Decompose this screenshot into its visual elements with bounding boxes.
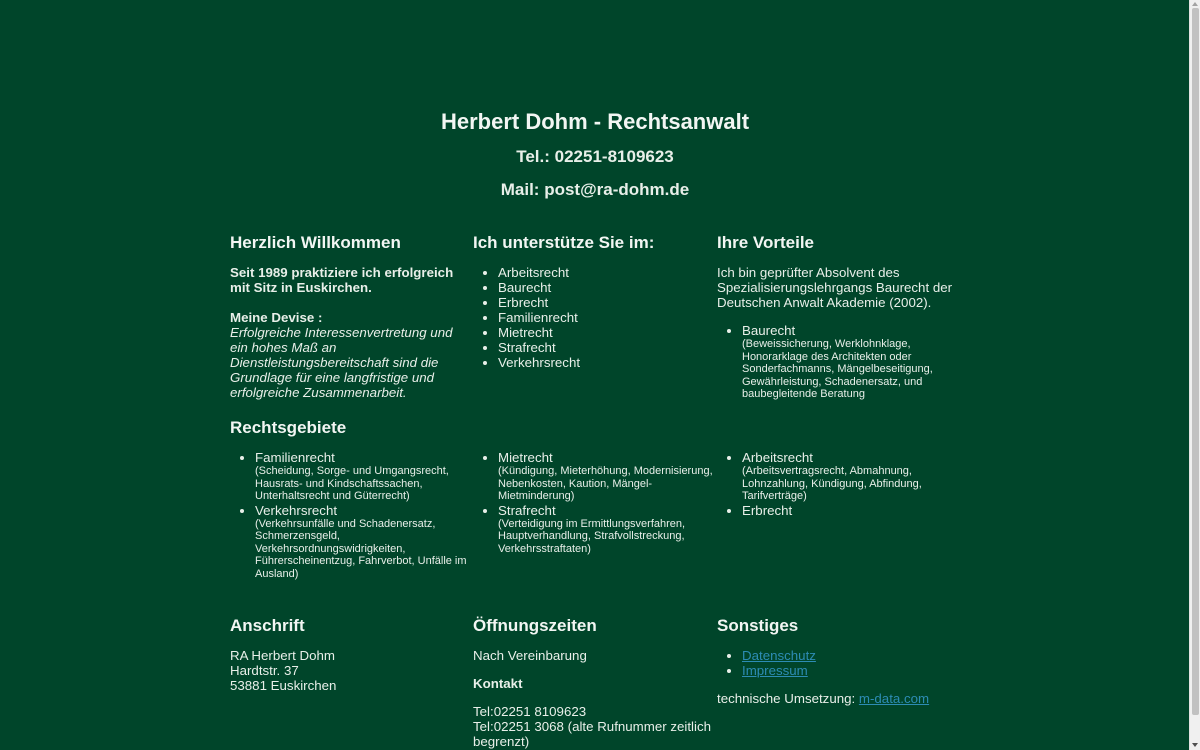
areas-list <box>717 450 967 518</box>
motto-text: Erfolgreiche Interessenvertretung und ein hohes Maß an Dienstleistungsbereitschaft sind die Grundlage für eine langfristige und erfolgreiche Zusammenarbeit. <box>230 325 453 400</box>
advantages-list <box>717 323 967 401</box>
scrollbar-thumb[interactable] <box>1192 8 1199 715</box>
support-section <box>473 233 711 370</box>
header <box>0 109 1190 200</box>
areas-heading: Rechtsgebiete <box>230 418 347 437</box>
support-list <box>473 265 711 370</box>
areas-list <box>473 450 718 555</box>
scroll-up-arrow-icon[interactable] <box>1192 2 1198 6</box>
list-item: • Verkehrsrecht <box>498 355 711 370</box>
contact-label: Kontakt <box>473 676 523 691</box>
areas-col-1 <box>230 450 475 580</box>
list-item <box>255 503 475 581</box>
address-section <box>230 616 468 693</box>
areas-col-3 <box>717 450 967 518</box>
misc-heading: Sonstiges <box>717 616 799 635</box>
address-line: 53881 Euskirchen <box>230 678 337 693</box>
motto-label: Meine Devise : <box>230 310 323 325</box>
item-detail: (Kündigung, Mieterhöhung, Modernisierung, Nebenkosten, Kaution, Mängel-Mietminderung) <box>498 465 713 502</box>
header-email: Mail: post@ra-dohm.de <box>500 180 690 199</box>
item-title: Baurecht <box>742 323 796 338</box>
contact-phone-old: Tel:02251 3068 (alte Rufnummer zeitlich begrenzt) <box>473 719 711 749</box>
welcome-intro: Seit 1989 praktiziere ich erfolgreich mit Sitz in Euskirchen. <box>230 265 454 295</box>
hours-text: Nach Vereinbarung <box>473 648 587 663</box>
tech-link[interactable]: m-data.com <box>858 691 930 706</box>
page-title: Herbert Dohm - Rechtsanwalt <box>440 109 750 134</box>
address-line: Hardtstr. 37 <box>230 663 299 678</box>
privacy-link[interactable]: Datenschutz <box>742 648 816 663</box>
address-heading: Anschrift <box>230 616 305 635</box>
list-item <box>498 450 718 503</box>
list-item: • Arbeitsrecht <box>498 265 711 280</box>
vertical-scrollbar[interactable] <box>1189 0 1200 750</box>
hours-section <box>473 616 718 749</box>
scroll-down-arrow-icon[interactable] <box>1192 743 1198 747</box>
list-item <box>742 323 967 401</box>
list-item: • Familienrecht <box>498 310 711 325</box>
item-detail: (Arbeitsvertragsrecht, Abmahnung, Lohnzahlung, Kündigung, Abfindung, Tarifverträge) <box>742 465 922 502</box>
tech-credit <box>717 691 967 706</box>
list-item <box>742 450 967 503</box>
misc-links <box>717 648 967 678</box>
misc-section <box>717 616 967 706</box>
list-item <box>498 503 718 556</box>
advantages-section <box>717 233 967 401</box>
item-detail: (Scheidung, Sorge- und Umgangsrecht, Hausrats- und Kindschaftssachen, Unterhaltsrecht und Güterrecht) <box>255 465 449 502</box>
list-item: • Mietrecht <box>498 325 711 340</box>
header-phone: Tel.: 02251-8109623 <box>516 147 674 166</box>
item-title: Mietrecht <box>498 450 553 465</box>
list-item <box>255 450 475 503</box>
item-title: Verkehrsrecht <box>255 502 338 518</box>
areas-col-2 <box>473 450 718 555</box>
welcome-heading: Herzlich Willkommen <box>230 233 401 252</box>
address-line: RA Herbert Dohm <box>230 648 335 663</box>
list-item: • Erbrecht <box>498 295 711 310</box>
advantages-heading: Ihre Vorteile <box>717 233 814 252</box>
advantages-text: Ich bin geprüfter Absolvent des Spezialisierungslehrgangs Baurecht der Deutschen Anwalt Akademie (2002). <box>717 265 953 310</box>
support-heading: Ich unterstütze Sie im: <box>473 233 655 252</box>
item-detail: (Beweissicherung, Werklohnklage, Honorarklage des Architekten oder Sonderfachmanns, Mängelbeseitigung, Gewährleistung, Schadenersatz, und baubegleitende Beratung <box>742 338 933 400</box>
list-item <box>742 663 967 678</box>
list-item: • Baurecht <box>498 280 711 295</box>
list-item <box>742 648 967 663</box>
list-item: • Strafrecht <box>498 340 711 355</box>
welcome-section <box>230 233 468 400</box>
item-title: Familienrecht <box>255 450 335 465</box>
hours-heading: Öffnungszeiten <box>473 616 597 635</box>
item-title: Arbeitsrecht <box>742 450 813 465</box>
list-item <box>742 503 967 518</box>
item-title: Erbrecht <box>742 502 793 518</box>
item-detail: (Verkehrsunfälle und Schadenersatz, Schmerzensgeld, Verkehrsordnungswidrigkeiten, Führerscheinentzug, Fahrverbot, Unfälle im Ausland) <box>255 517 467 580</box>
contact-phone: Tel:02251 8109623 <box>473 704 587 719</box>
tech-label: technische Umsetzung: <box>717 691 859 706</box>
item-title: Strafrecht <box>498 502 556 518</box>
imprint-link[interactable]: Impressum <box>742 663 808 678</box>
areas-heading-wrap <box>230 418 968 438</box>
item-detail: (Verteidigung im Ermittlungsverfahren, Hauptverhandlung, Strafvollstreckung, Verkehrsstraftaten) <box>498 517 686 555</box>
areas-list <box>230 450 475 580</box>
